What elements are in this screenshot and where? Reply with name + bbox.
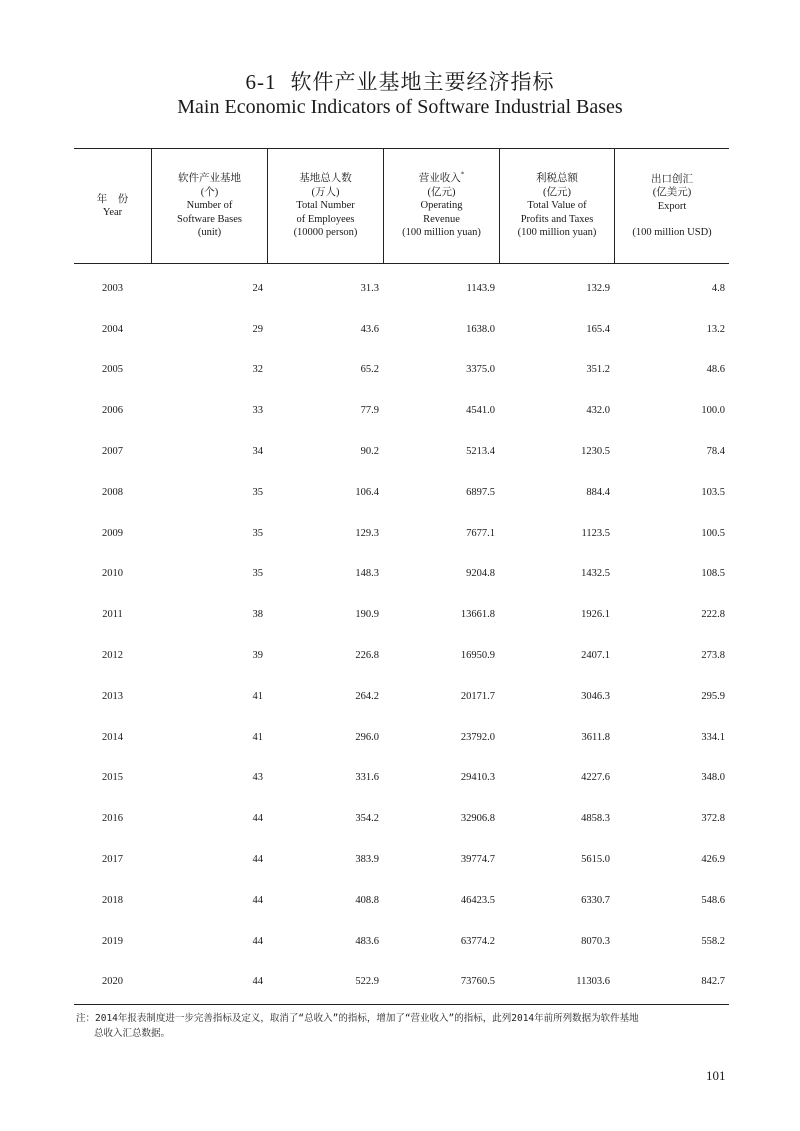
table-row	[74, 921, 729, 962]
table-row	[74, 350, 729, 391]
value-cell: 32	[252, 364, 263, 376]
table-row	[74, 758, 729, 799]
value-cell: 3611.8	[581, 731, 610, 743]
year-cell: 2008	[102, 486, 123, 498]
value-cell: 148.3	[355, 568, 379, 580]
value-cell: 558.2	[701, 935, 725, 947]
value-cell: 39774.7	[460, 854, 495, 866]
value-cell: 35	[252, 568, 263, 580]
table-row	[74, 309, 729, 350]
value-cell: 44	[252, 976, 263, 988]
value-cell: 44	[252, 854, 263, 866]
header-line: (100 million USD)	[632, 227, 712, 238]
year-cell: 2012	[102, 650, 123, 662]
footnote	[76, 1011, 736, 1041]
value-cell: 13661.8	[460, 609, 495, 621]
value-cell: 24	[252, 282, 263, 294]
value-cell: 5615.0	[581, 854, 610, 866]
value-cell: 8070.3	[581, 935, 610, 947]
footnote-line-1: 注：2014年报表制度进一步完善指标及定义，取消了“总收入”的指标，增加了“营业收入”的指标，此列2014年前所列数据为软件基地	[76, 1013, 639, 1024]
table-row	[74, 676, 729, 717]
table-row	[74, 717, 729, 758]
value-cell: 5213.4	[466, 446, 495, 458]
value-cell: 190.9	[355, 609, 379, 621]
value-cell: 331.6	[355, 772, 379, 784]
value-cell: 44	[252, 894, 263, 906]
value-cell: 408.8	[355, 894, 379, 906]
year-cell: 2011	[102, 609, 123, 621]
year-cell: 2009	[102, 527, 123, 539]
year-cell: 2019	[102, 935, 123, 947]
value-cell: 73760.5	[460, 976, 495, 988]
table-row	[74, 880, 729, 921]
value-cell: 165.4	[586, 323, 610, 335]
value-cell: 372.8	[701, 813, 725, 825]
table-row	[74, 554, 729, 595]
header-cell-3	[383, 149, 499, 263]
header-line: (100 million yuan)	[402, 227, 481, 239]
value-cell: 13.2	[706, 323, 725, 335]
table-row	[74, 390, 729, 431]
header-line: Number of	[186, 200, 233, 212]
value-cell: 132.9	[586, 282, 610, 294]
value-cell: 351.2	[586, 364, 610, 376]
value-cell: 1432.5	[581, 568, 610, 580]
year-cell: 2013	[102, 690, 123, 702]
value-cell: 63774.2	[460, 935, 495, 947]
header-line: (10000 person)	[293, 227, 358, 239]
page-title-en: Main Economic Indicators of Software Industrial Bases	[177, 96, 623, 118]
value-cell: 4227.6	[581, 772, 610, 784]
header-line: Operating	[420, 200, 463, 212]
table-row	[74, 472, 729, 513]
value-cell: 103.5	[701, 486, 725, 498]
footnote-line-2: 总收入汇总数据。	[94, 1028, 171, 1039]
header-line: Revenue	[423, 213, 460, 225]
value-cell: 43	[252, 772, 263, 784]
table-row	[74, 594, 729, 635]
table-row	[74, 798, 729, 839]
value-cell: 33	[252, 405, 263, 417]
value-cell: 432.0	[586, 405, 610, 417]
header-line: (亿元)	[543, 186, 571, 198]
year-cell: 2010	[102, 568, 123, 580]
value-cell: 23792.0	[460, 731, 495, 743]
value-cell: 483.6	[355, 935, 379, 947]
header-line	[615, 213, 729, 226]
value-cell: 226.8	[355, 650, 379, 662]
value-cell: 29410.3	[460, 772, 495, 784]
value-cell: 16950.9	[460, 650, 495, 662]
value-cell: 129.3	[355, 527, 379, 539]
value-cell: 1926.1	[581, 609, 610, 621]
value-cell: 3046.3	[581, 690, 610, 702]
value-cell: 1638.0	[466, 323, 495, 335]
value-cell: 383.9	[355, 854, 379, 866]
footnote-marker: *	[460, 170, 465, 179]
header-line: (个)	[200, 186, 219, 198]
value-cell: 264.2	[355, 690, 379, 702]
table-number: 6-1	[245, 70, 277, 94]
value-cell: 78.4	[706, 446, 725, 458]
value-cell: 6897.5	[466, 486, 495, 498]
header-line: Software Bases	[176, 213, 243, 225]
header-line: 营业收入*	[418, 170, 465, 185]
value-cell: 426.9	[701, 854, 725, 866]
value-cell: 7677.1	[466, 527, 495, 539]
value-cell: 20171.7	[460, 690, 495, 702]
value-cell: 273.8	[701, 650, 725, 662]
value-cell: 32906.8	[460, 813, 495, 825]
header-line: 基地总人数	[299, 173, 352, 185]
value-cell: 222.8	[701, 609, 725, 621]
value-cell: 348.0	[701, 772, 725, 784]
value-cell: 77.9	[360, 405, 379, 417]
value-cell: 41	[252, 690, 263, 702]
header-cell-5	[614, 149, 729, 263]
year-cell: 2015	[102, 772, 123, 784]
table-row	[74, 635, 729, 676]
value-cell: 100.5	[701, 527, 725, 539]
value-cell: 44	[252, 935, 263, 947]
header-cell-1	[151, 149, 267, 263]
table-row	[74, 268, 729, 309]
value-cell: 1230.5	[581, 446, 610, 458]
value-cell: 4541.0	[466, 405, 495, 417]
value-cell: 296.0	[355, 731, 379, 743]
value-cell: 354.2	[355, 813, 379, 825]
value-cell: 884.4	[586, 486, 610, 498]
value-cell: 44	[252, 813, 263, 825]
header-cell-4	[499, 149, 614, 263]
year-cell: 2007	[102, 446, 123, 458]
value-cell: 35	[252, 527, 263, 539]
value-cell: 108.5	[701, 568, 725, 580]
value-cell: 65.2	[360, 364, 379, 376]
header-line: (万人)	[311, 186, 340, 198]
value-cell: 1123.5	[581, 527, 610, 539]
header-line: (亿元)	[427, 186, 456, 198]
value-cell: 48.6	[706, 364, 725, 376]
table-header	[74, 149, 729, 264]
value-cell: 6330.7	[581, 894, 610, 906]
value-cell: 106.4	[355, 486, 379, 498]
table-row	[74, 513, 729, 554]
year-cell: 2016	[102, 813, 123, 825]
header-line: of Employees	[296, 213, 355, 225]
value-cell: 11303.6	[576, 976, 610, 988]
table-body	[74, 264, 729, 1004]
value-cell: 295.9	[701, 690, 725, 702]
header-line: 软件产业基地	[178, 173, 241, 185]
header-line: Export	[657, 200, 687, 212]
value-cell: 1143.9	[466, 282, 495, 294]
header-line: Total Number	[296, 200, 355, 212]
value-cell: 2407.1	[581, 650, 610, 662]
year-cell: 2018	[102, 894, 123, 906]
value-cell: 3375.0	[466, 364, 495, 376]
header-line: 出口创汇	[651, 173, 693, 185]
header-line: (unit)	[197, 227, 222, 239]
header-cell-2	[267, 149, 383, 263]
table-row	[74, 839, 729, 880]
value-cell: 43.6	[360, 323, 379, 335]
value-cell: 4.8	[711, 282, 725, 294]
year-cell: 2004	[102, 323, 123, 335]
table-row	[74, 431, 729, 472]
year-cell: 2003	[102, 282, 123, 294]
header-line: Profits and Taxes	[520, 213, 594, 225]
year-cell: 2020	[102, 976, 123, 988]
value-cell: 9204.8	[466, 568, 495, 580]
value-cell: 38	[252, 609, 263, 621]
value-cell: 522.9	[355, 976, 379, 988]
header-line: 利税总额	[536, 173, 578, 185]
header-line: (100 million yuan)	[517, 227, 597, 239]
value-cell: 34	[252, 446, 263, 458]
header-line: 年 份	[96, 193, 129, 205]
header-line: Year	[102, 207, 123, 218]
header-cell-0	[74, 149, 151, 263]
value-cell: 90.2	[360, 446, 379, 458]
value-cell: 4858.3	[581, 813, 610, 825]
data-table	[74, 148, 729, 1005]
value-cell: 548.6	[701, 894, 725, 906]
value-cell: 100.0	[701, 405, 725, 417]
title-cn-text: 软件产业基地主要经济指标	[290, 70, 555, 94]
page-title-cn	[0, 66, 800, 96]
value-cell: 31.3	[360, 282, 379, 294]
value-cell: 41	[252, 731, 263, 743]
table-row	[74, 962, 729, 1003]
value-cell: 29	[252, 323, 263, 335]
value-cell: 39	[252, 650, 263, 662]
value-cell: 35	[252, 486, 263, 498]
year-cell: 2017	[102, 854, 123, 866]
header-line: Total Value of	[527, 200, 587, 212]
page-number: 101	[706, 1068, 726, 1083]
year-cell: 2005	[102, 364, 123, 376]
value-cell: 334.1	[701, 731, 725, 743]
year-cell: 2006	[102, 405, 123, 417]
value-cell: 842.7	[701, 976, 725, 988]
header-line: (亿美元)	[652, 187, 692, 198]
year-cell: 2014	[102, 731, 123, 743]
value-cell: 46423.5	[460, 894, 495, 906]
